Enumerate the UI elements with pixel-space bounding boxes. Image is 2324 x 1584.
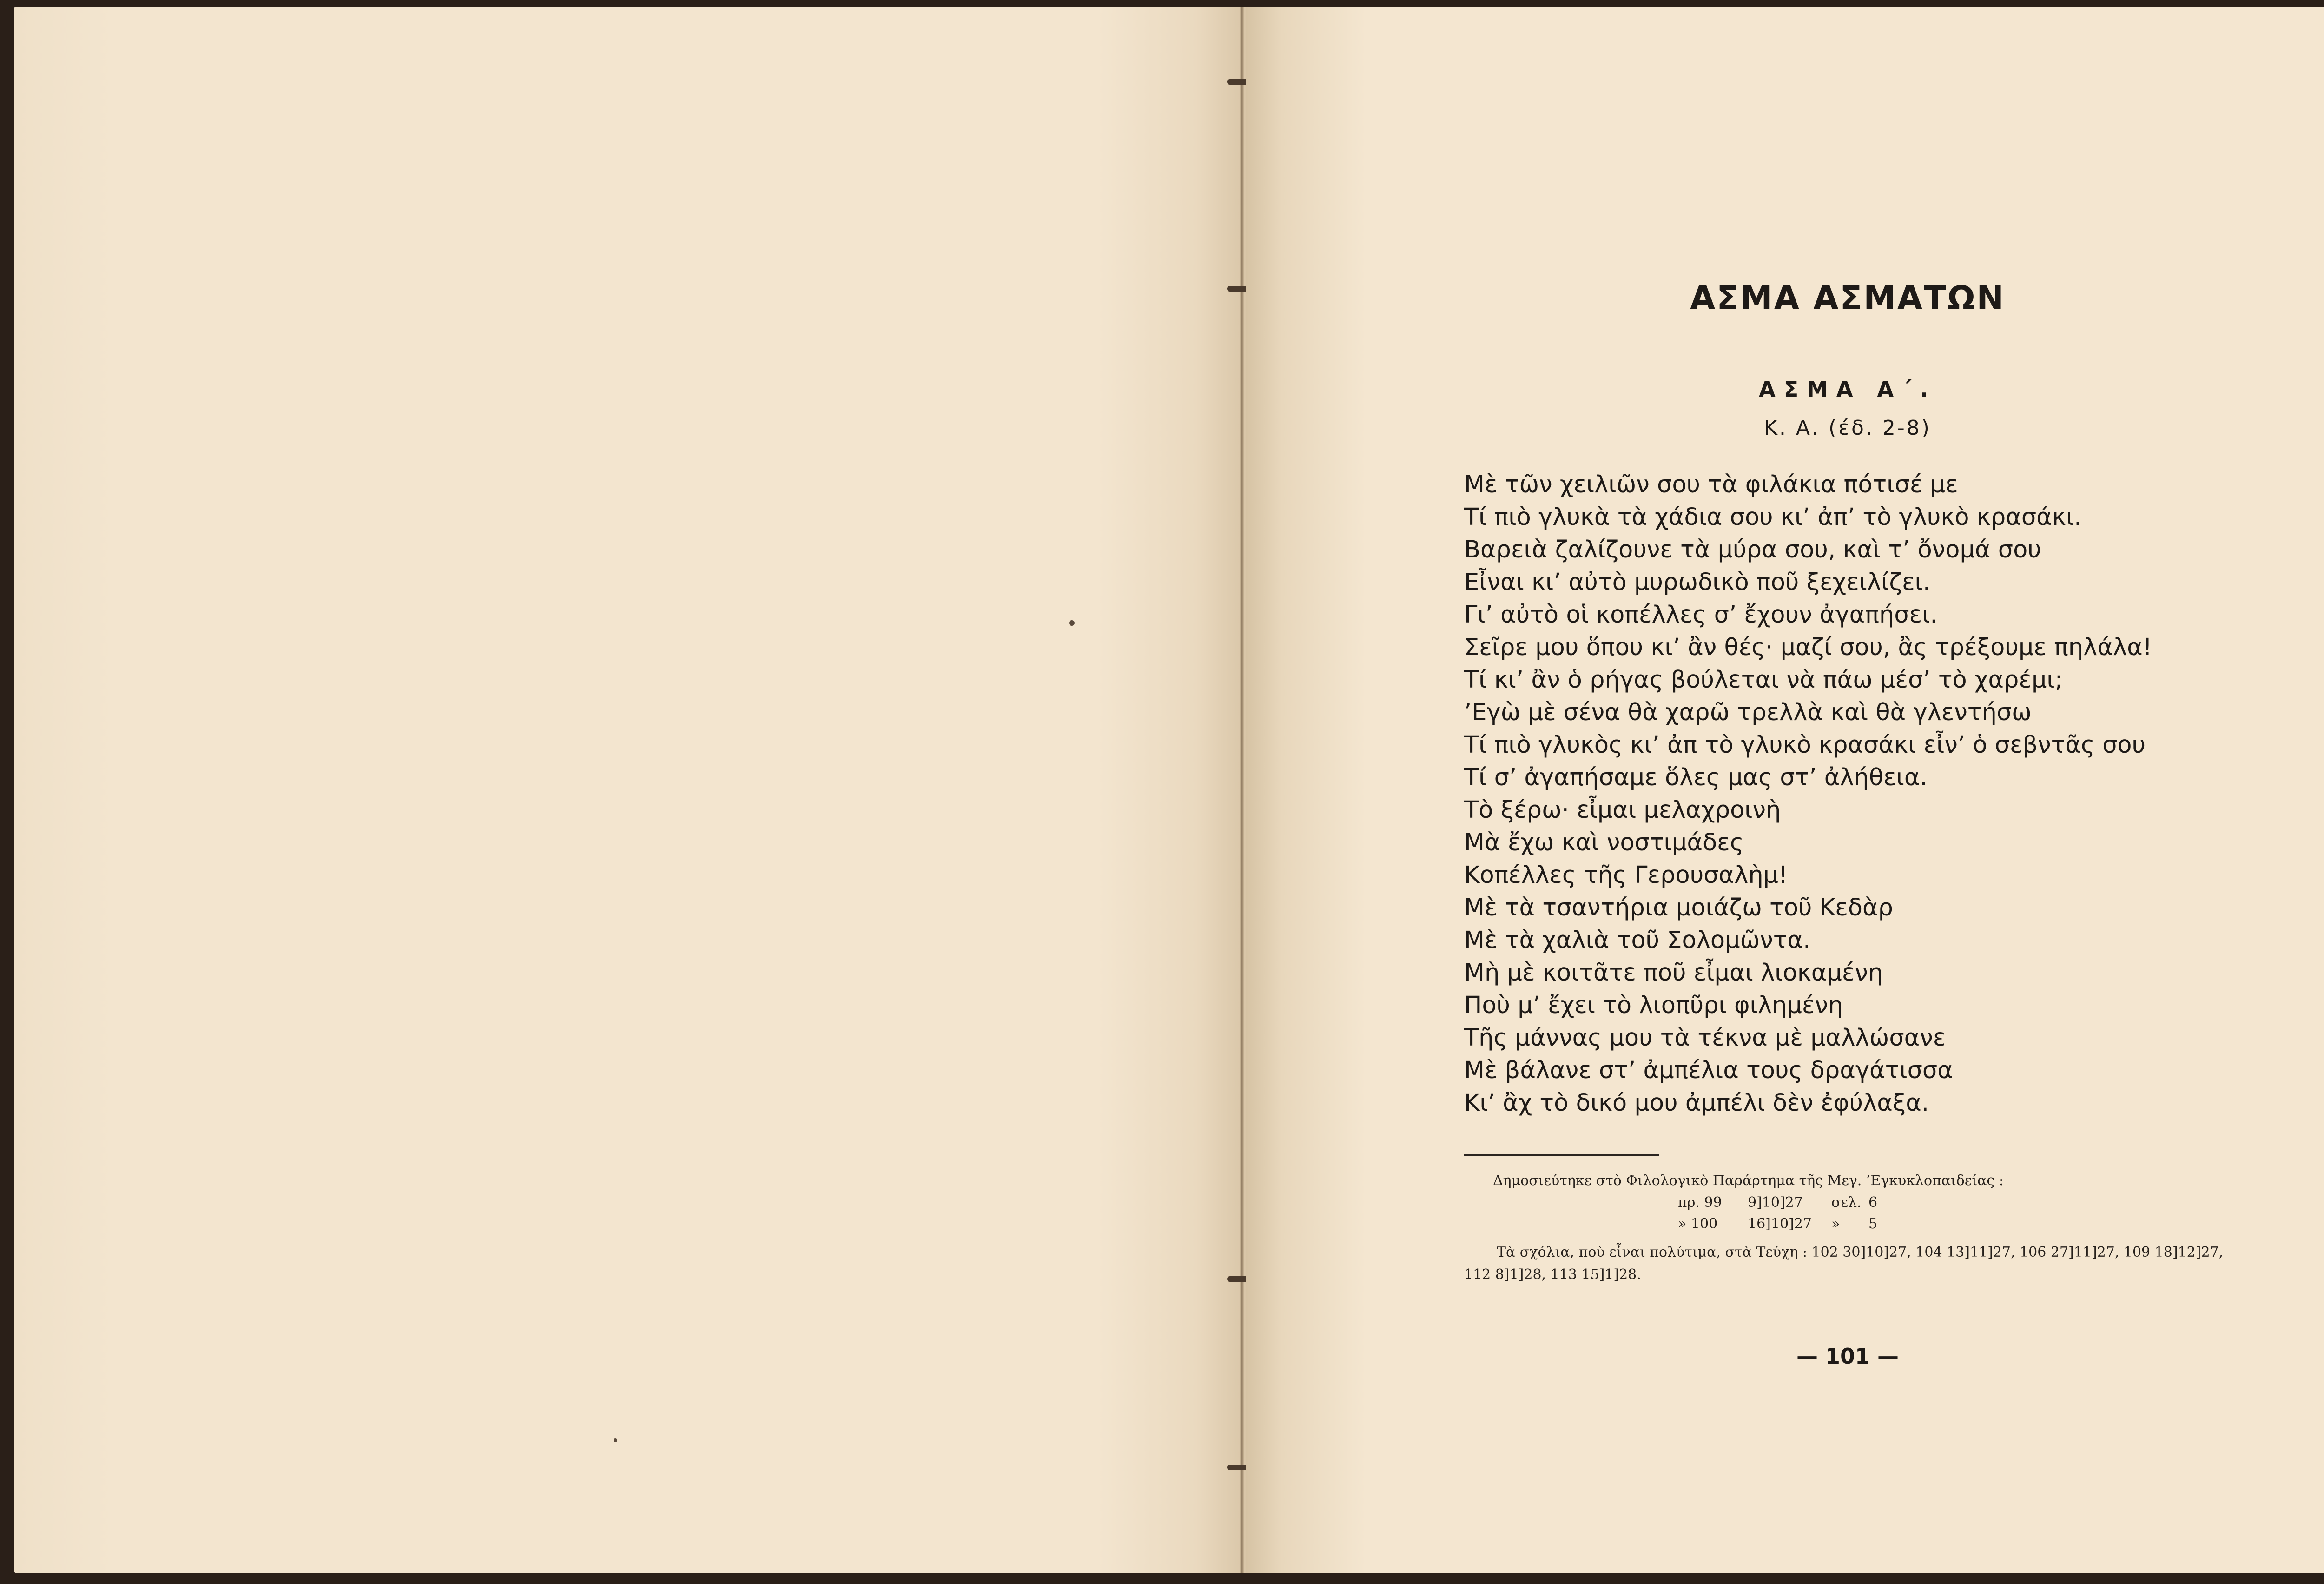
- page-number: — 101 —: [1796, 1344, 1899, 1369]
- paper-speck: [1069, 620, 1075, 626]
- issue-number: » 100: [1678, 1216, 1718, 1232]
- verse-line: Μὲ τῶν χειλιῶν σου τὰ φιλάκια πότισέ με: [1464, 471, 1958, 498]
- footnote-issues-table: [1678, 1192, 1887, 1235]
- verse-line: Μὰ ἔχω καὶ νοστιμάδες: [1464, 829, 1744, 856]
- page-value: 6: [1868, 1194, 1878, 1211]
- verse-line: Μὲ βάλανε στ’ ἀμπέλια τους δραγάτισσα: [1464, 1057, 1953, 1084]
- verse-line: Κοπέλλες τῆς Γερουσαλὴμ!: [1464, 862, 1788, 889]
- poem-verses: [1464, 469, 2254, 1120]
- verse-reference: Κ. Α. (έδ. 2-8): [1764, 416, 1931, 440]
- verse-line: Τῆς μάννας μου τὰ τέκνα μὲ μαλλώσανε: [1464, 1024, 1946, 1052]
- verse-line: Τί πιὸ γλυκὸς κι’ ἀπ τὸ γλυκὸ κρασάκι εἶν’ ὁ σεβντᾶς σου: [1464, 731, 2146, 759]
- verse-line: Κι’ ἂχ τὸ δικό μου ἀμπέλι δὲν ἐφύλαξα.: [1464, 1089, 1929, 1117]
- verse-line: Σεῖρε μου ὅπου κι’ ἂν θές· μαζί σου, ἂς τρέξουμε πηλάλα!: [1464, 634, 2152, 661]
- verse-line: Μὲ τὰ χαλιὰ τοῦ Σολομῶντα.: [1464, 927, 1811, 954]
- verse-line: Μὲ τὰ τσαντήρια μοιάζω τοῦ Κεδὰρ: [1464, 894, 1893, 921]
- verse-line: Βαρειὰ ζαλίζουνε τὰ μύρα σου, καὶ τ’ ὄνομά σου: [1464, 536, 2041, 563]
- verse-line: Τὸ ξέρω· εἶμαι μελαχροινὴ: [1464, 796, 1781, 824]
- issue-number: πρ. 99: [1678, 1194, 1722, 1211]
- footnote-row: [1678, 1192, 1887, 1213]
- verse-line: ’Εγὼ μὲ σένα θὰ χαρῶ τρελλὰ καὶ θὰ γλεντήσω: [1464, 699, 2032, 726]
- verse-line: Εἶναι κι’ αὐτὸ μυρωδικὸ ποῦ ξεχειλίζει.: [1464, 569, 1931, 596]
- footnote-divider: [1464, 1154, 1659, 1156]
- footnote-publication: Δημοσιεύτηκε στὸ Φιλολογικὸ Παράρτημα τῆς Μεγ. ’Εγκυκλοπαιδείας :: [1493, 1173, 2004, 1189]
- verse-line: Τί κι’ ἂν ὁ ρήγας βούλεται νὰ πάω μέσ’ τὸ χαρέμι;: [1464, 666, 2063, 694]
- page-title: ΑΣΜΑ ΑΣΜΑΤΩΝ: [1690, 279, 2005, 317]
- verse-line: Μὴ μὲ κοιτᾶτε ποῦ εἶμαι λιοκαμένη: [1464, 959, 1883, 987]
- page-value: 5: [1868, 1216, 1878, 1232]
- issue-date: 9]10]27: [1748, 1194, 1803, 1211]
- book-gutter: [1240, 7, 1244, 1573]
- issue-date: 16]10]27: [1748, 1216, 1812, 1232]
- left-page-blank: [14, 7, 1246, 1573]
- verse-line: Τί σ’ ἀγαπήσαμε ὅλες μας στ’ ἀλήθεια.: [1464, 764, 1928, 791]
- verse-line: Γι’ αὐτὸ οἱ κοπέλλες σ’ ἔχουν ἀγαπήσει.: [1464, 601, 1938, 629]
- song-heading: ΑΣΜΑ Α΄.: [1759, 377, 1936, 402]
- footnote-row: [1678, 1213, 1887, 1235]
- page-label: σελ.: [1831, 1194, 1862, 1211]
- page-label: »: [1831, 1216, 1840, 1232]
- footnote-notes: Τὰ σχόλια, ποὺ εἶναι πολύτιμα, στὰ Τεύχη : 102 30]10]27, 104 13]11]27, 106 27]11]27, 109 18]12]27, 112 8]1]28, 113 15]1]28.: [1464, 1244, 2224, 1283]
- paper-speck: [614, 1438, 617, 1442]
- verse-line: Ποὺ μ’ ἔχει τὸ λιοπῦρι φιλημένη: [1464, 992, 1843, 1019]
- verse-line: Τί πιὸ γλυκὰ τὰ χάδια σου κι’ ἀπ’ τὸ γλυκὸ κρασάκι.: [1464, 504, 2082, 531]
